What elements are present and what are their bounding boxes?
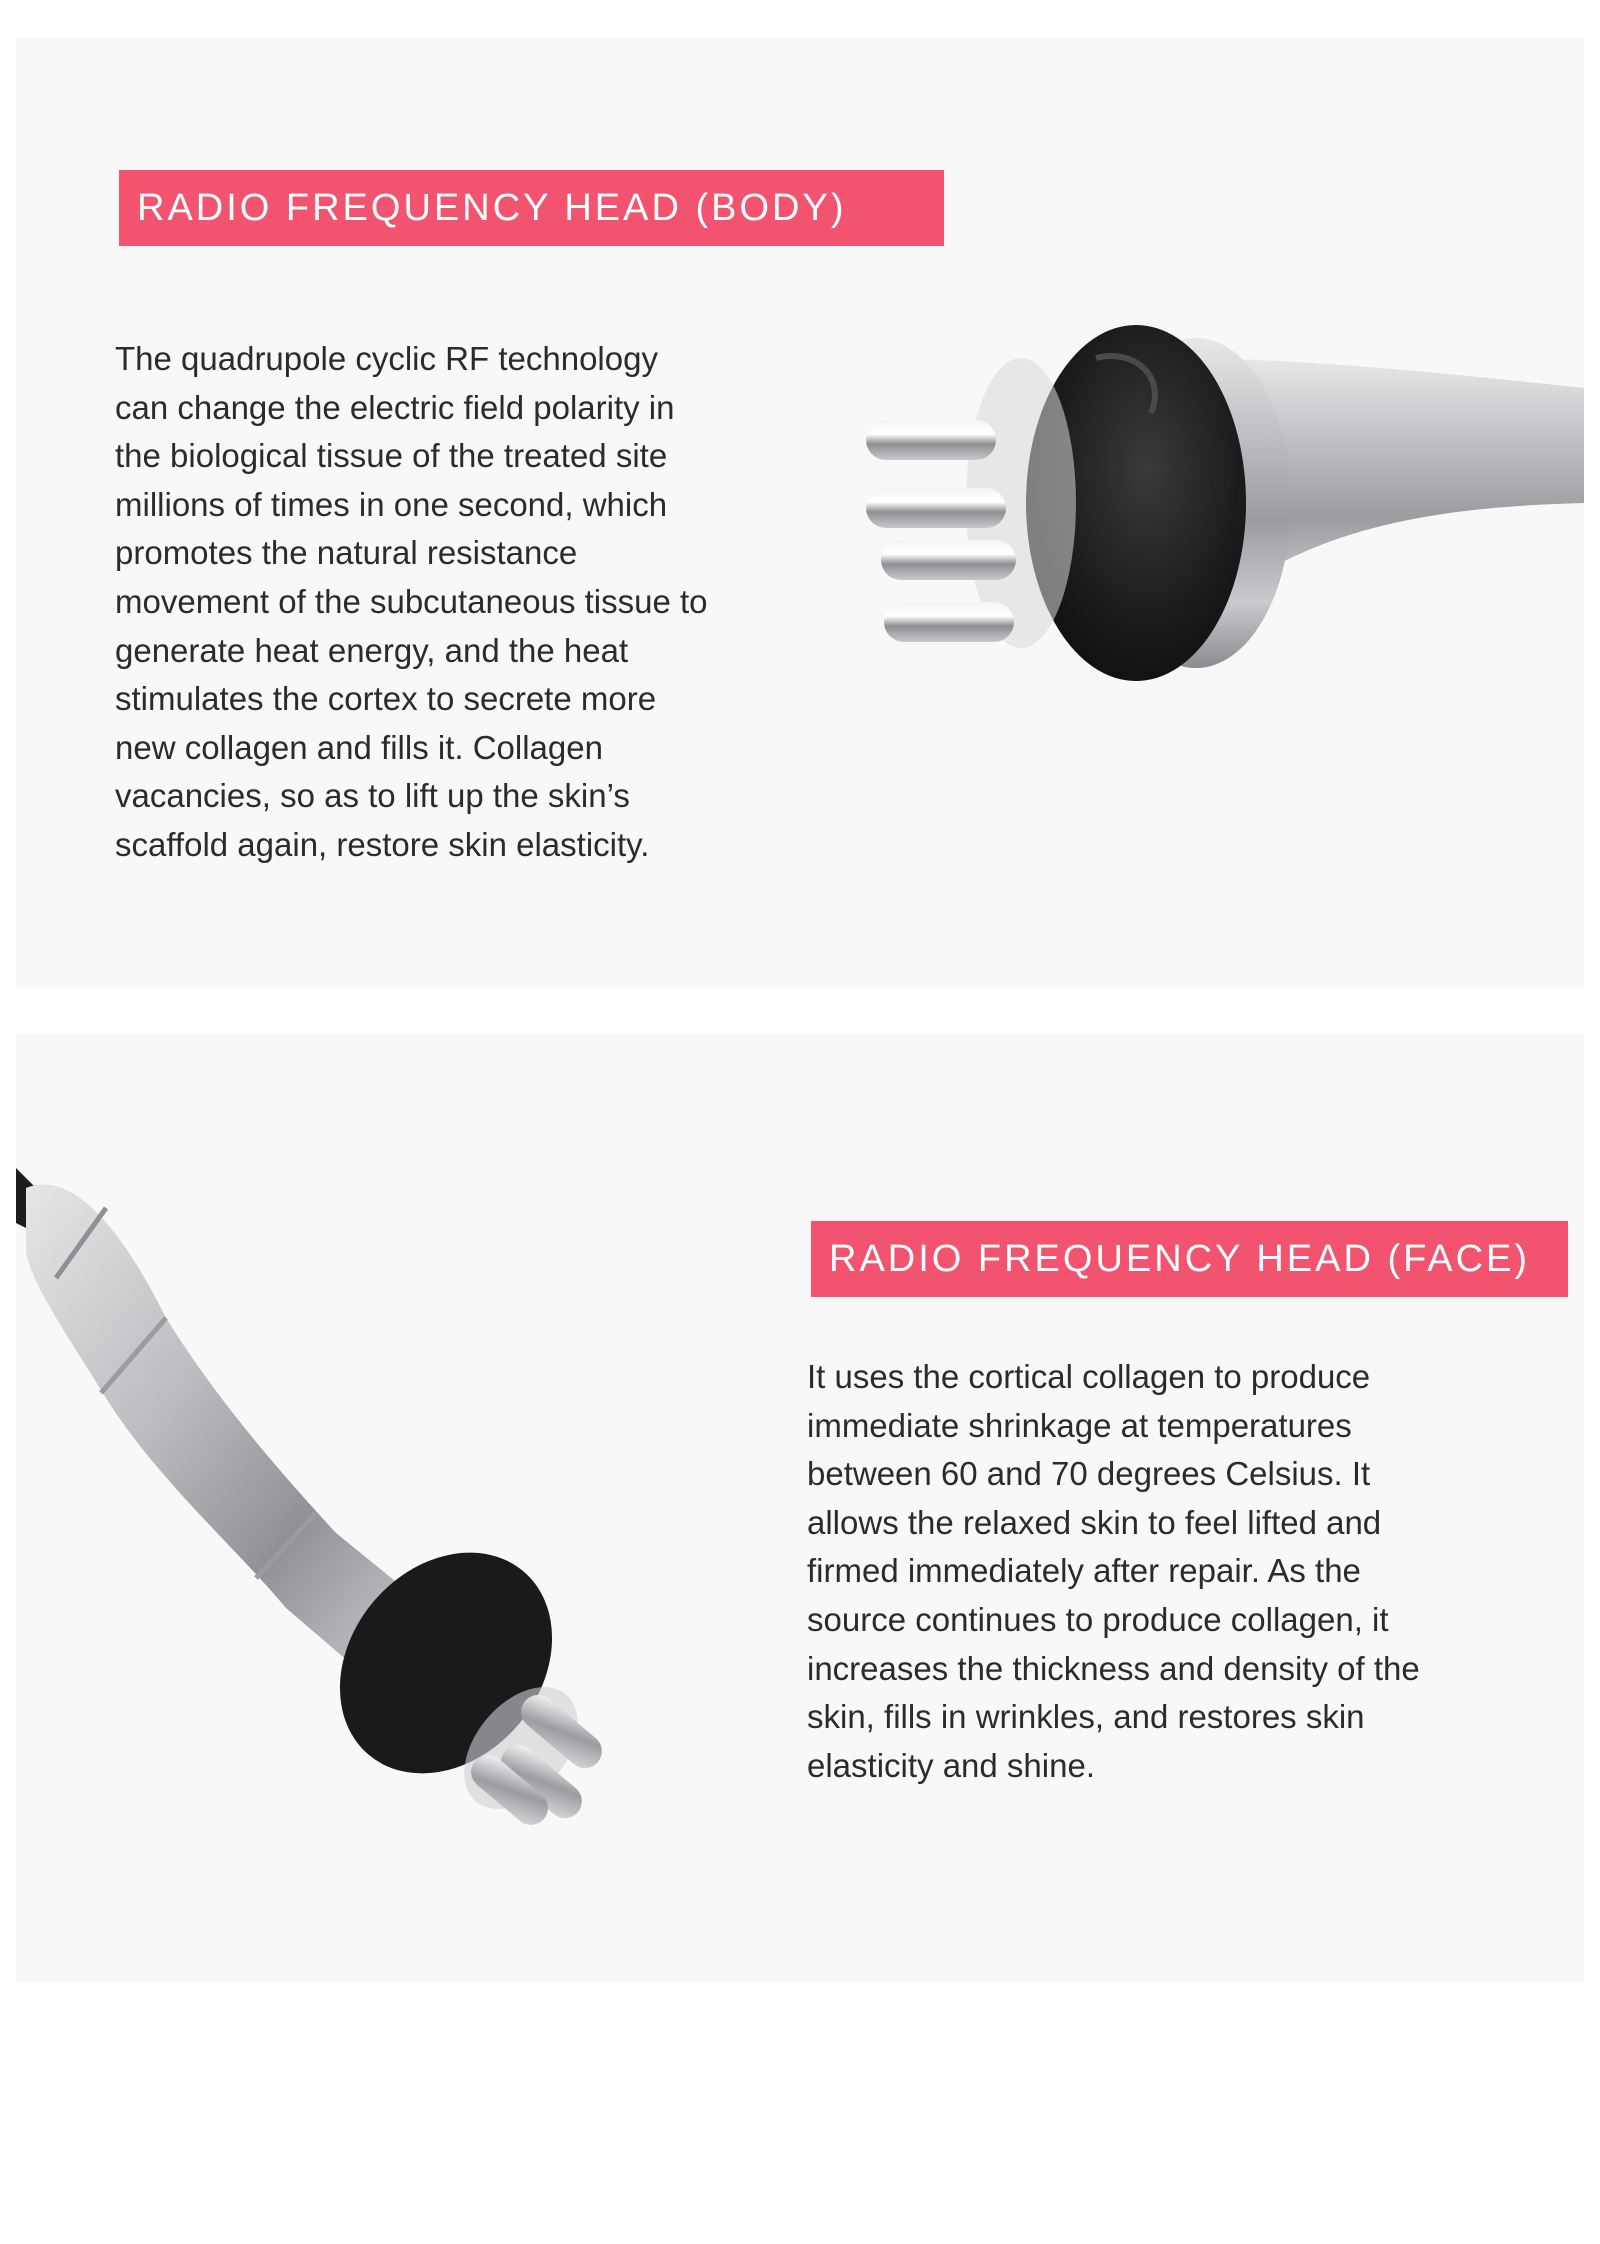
rf-face-description: It uses the cortical collagen to produce immediate shrinkage at temperatures between 60 and 70 degrees Celsius. It allows the relaxed skin to feel lifted and firmed immediately after repair. As the source continues to produce collagen, it increases the thickness and density of the skin, fills in wrinkles, and restores skin elasticity and shine. [807,1358,1420,1784]
rf-face-head-image [16,1148,716,1838]
rf-body-title: RADIO FREQUENCY HEAD (BODY) [119,170,944,246]
rf-face-section [16,1033,1584,1983]
rf-face-title: RADIO FREQUENCY HEAD (FACE) [811,1221,1568,1297]
rf-body-description: The quadrupole cyclic RF technology can change the electric field polarity in the biological tissue of the treated site millions of times in one second, which promotes the natural resistance movement of the subcutaneous tissue to generate heat energy, and the heat stimulates the cortex to secrete more new collagen and fills it. Collagen vacancies, so as to lift up the skin’s scaffold again, restore skin elasticity. [115,340,708,863]
rf-body-head-image [836,318,1584,798]
rf-body-section [16,38,1584,988]
